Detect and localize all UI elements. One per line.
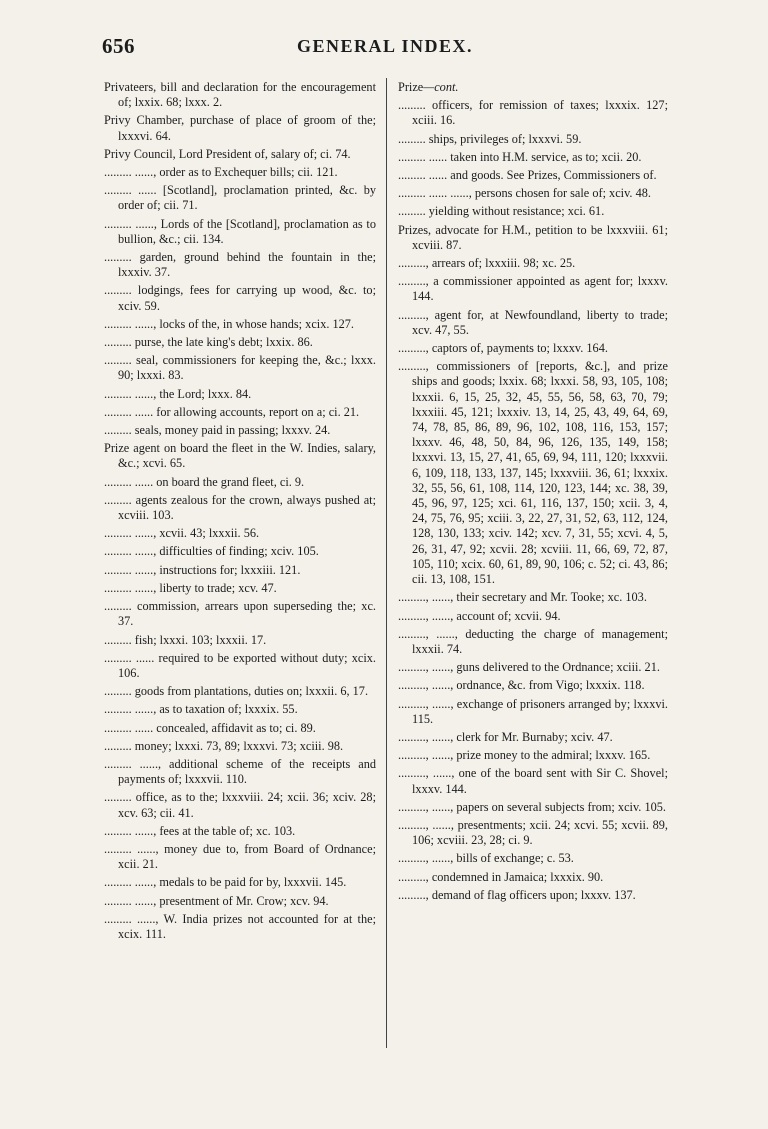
right-column-entries [398,98,668,903]
index-entry: ......... ...... ......, persons chosen for sale of; xciv. 48. [398,186,651,201]
index-entry: ......... fish; lxxxi. 103; lxxxii. 17. [104,632,267,647]
index-entry: ......... ......, locks of the, in whose hands; xcix. 127. [104,316,355,331]
index-entry: ........., ......, bills of exchange; c. 53. [398,851,574,866]
index-entry: Privy Chamber, purchase of place of groom of the; lxxxvi. 64. [104,113,376,143]
index-entry: ......... seals, money paid in passing; lxxxv. 24. [104,423,331,438]
index-entry: ......... ......, liberty to trade; xcv. 47. [104,580,277,595]
continuation-word: Prize [398,80,424,94]
index-entry: ......... agents zealous for the crown, always pushed at; xcviii. 103. [104,492,376,523]
index-entry: ........., ......, one of the board sent with Sir C. Shovel; lxxxv. 144. [398,766,668,796]
index-entry: ........., agent for, at Newfoundland, liberty to trade; xcv. 47, 55. [398,307,668,337]
index-entry: ........., ......, their secretary and Mr. Tooke; xc. 103. [398,590,647,605]
page-header [102,34,672,62]
index-entry: ......... ...... concealed, affidavit as to; ci. 89. [104,720,316,735]
page-number: 656 [102,34,135,58]
index-entry: ......... ......, W. India prizes not accounted for at the; xcix. 111. [104,911,376,941]
index-entry: ......... office, as to the; lxxxviii. 24; xcii. 36; xciv. 28; xcv. 63; cii. 41. [104,790,376,820]
index-entry: ......... officers, for remission of taxes; lxxxix. 127; xciii. 16. [398,98,668,128]
continuation-marker: —cont. [423,80,459,94]
index-entry: ......... ......, money due to, from Board of Ordnance; xcii. 21. [104,841,376,872]
index-entry: ......... ...... [Scotland], proclamation printed, &c. by order of; cii. 71. [104,183,376,213]
index-entry: ........., commissioners of [reports, &c.], and prize ships and goods; lxxix. 68; lxxxi. 58, 93, 105, 108; lxxxii. 6, 15, 25, 32, 45, 55, 56, 58, 63, 70, 79; lxxxiii. 45, 121; lxxxiv. 13, 14, 25, 43, 49, 64, 69, 74, 78, 85, 86, 89, 96, 102, 108, 116, 153, 157; lxxxv. 46, 48, 50, 84, 96, 126, 135, 149, 158; lxxxvi. 13, 15, 27, 41, 65, 69, 94, 111, 120; lxxxvii. 6, 109, 118, 133, 137, 145; lxxxviii. 36, 61; lxxxix. 32, 55, 56, 61, 108, 114, 120, 123, 144; xc. 38, 39, 45, 96, 97, 125; xci. 61, 116, 137, 150; xcii. 3, 4, 24, 75, 76, 95; xciii. 3, 22, 27, 31, 52, 63, 112, 124, 128, 130, 133; xciv. 142; xcv. 7, 31, 55; xcvi. 4, 5, 26, 31, 47, 92; xcvii. 28; xcviii. 11, 66, 69, 72, 87, 105, 110; xcix. 60, 61, 89, 90, 106; c. 52; ci. 43, 86; cii. 13, 108, 151. [398,359,668,587]
index-entry: ......... ......, instructions for; lxxxiii. 121. [104,562,301,577]
index-entry: ......... ......, difficulties of finding; xciv. 105. [104,544,319,559]
index-entry: ......... ......, medals to be paid for by, lxxxvii. 145. [104,875,347,890]
index-entry: ......... lodgings, fees for carrying up wood, &c. to; xciv. 59. [104,283,376,313]
index-entry: ......... ......, additional scheme of the receipts and payments of; lxxxvii. 110. [104,756,376,787]
index-entry: ......... ......, the Lord; lxxx. 84. [104,386,252,401]
index-entry: ......... goods from plantations, duties on; lxxxii. 6, 17. [104,684,369,699]
index-entry: ........., ......, deducting the charge of management; lxxxii. 74. [398,626,668,656]
index-entry: ........., ......, presentments; xcii. 24; xcvi. 55; xcvii. 89, 106; xcviii. 23, 28; ci. 9. [398,817,668,848]
index-entry: ......... ......, as to taxation of; lxxxix. 55. [104,702,298,717]
index-entry: ........., arrears of; lxxxiii. 98; xc. 25. [398,256,576,271]
index-entry: ......... garden, ground behind the fountain in the; lxxxiv. 37. [104,250,376,280]
index-entry: Privy Council, Lord President of, salary of; ci. 74. [104,146,351,161]
index-entry: ........., ......, clerk for Mr. Burnaby; xciv. 47. [398,729,613,744]
index-entry: ........., ......, ordnance, &c. from Vigo; lxxxix. 118. [398,678,645,693]
index-entry: ......... ships, privileges of; lxxxvi. 59. [398,131,582,146]
index-entry: ........., captors of, payments to; lxxxv. 164. [398,341,608,356]
index-entry: ........., ......, guns delivered to the Ordnance; xciii. 21. [398,660,660,675]
index-entry: ......... ......, fees at the table of; xc. 103. [104,823,296,838]
index-entry: ........., ......, account of; xcvii. 94. [398,608,561,623]
index-entry: Prize agent on board the fleet in the W. Indies, salary, &c.; xcvi. 65. [104,441,376,471]
index-entry: Prizes, advocate for H.M., petition to be lxxxviii. 61; xcviii. 87. [398,222,668,252]
index-entry: ......... yielding without resistance; xci. 61. [398,204,605,219]
column-divider [386,78,387,1048]
index-entry: ........., ......, exchange of prisoners arranged by; lxxxvi. 115. [398,696,668,726]
index-entry: ......... ......, presentment of Mr. Crow; xcv. 94. [104,893,329,908]
index-entry: ......... purse, the late king's debt; lxxix. 86. [104,335,313,350]
index-entry: ......... ...... for allowing accounts, report on a; ci. 21. [104,404,360,419]
running-head: GENERAL INDEX. [297,36,474,56]
index-entry: ......... ...... taken into H.M. service, as to; xcii. 20. [398,149,642,164]
index-entry: ........., condemned in Jamaica; lxxxix. 90. [398,869,604,884]
index-entry: ........., a commissioner appointed as agent for; lxxxv. 144. [398,274,668,304]
index-entry: ......... ......, order as to Exchequer bills; cii. 121. [104,165,338,180]
index-entry: ........., ......, prize money to the admiral; lxxxv. 165. [398,748,651,763]
index-entry: ........., demand of flag officers upon; lxxxv. 137. [398,887,636,902]
index-entry: ......... ......, Lords of the [Scotland], proclamation as to bullion, &c.; cii. 134. [104,216,376,246]
index-entry: ......... seal, commissioners for keeping the, &c.; lxxx. 90; lxxxi. 83. [104,353,376,383]
index-entry: ......... ...... on board the grand fleet, ci. 9. [104,474,305,489]
index-entry: ......... money; lxxxi. 73, 89; lxxxvi. 73; xciii. 98. [104,738,344,753]
index-entry: Privateers, bill and declaration for the encouragement of; lxxix. 68; lxxx. 2. [104,80,376,110]
left-column [104,80,376,945]
index-entry: ......... ...... required to be exported without duty; xcix. 106. [104,650,376,680]
index-entry: ......... ......, xcvii. 43; lxxxii. 56. [104,526,260,541]
right-column [398,80,668,906]
continuation-heading [398,80,668,95]
index-entry: ......... ...... and goods. See Prizes, Commissioners of. [398,168,657,183]
index-entry: ......... commission, arrears upon superseding the; xc. 37. [104,599,376,629]
index-entry: ........., ......, papers on several subjects from; xciv. 105. [398,799,666,814]
